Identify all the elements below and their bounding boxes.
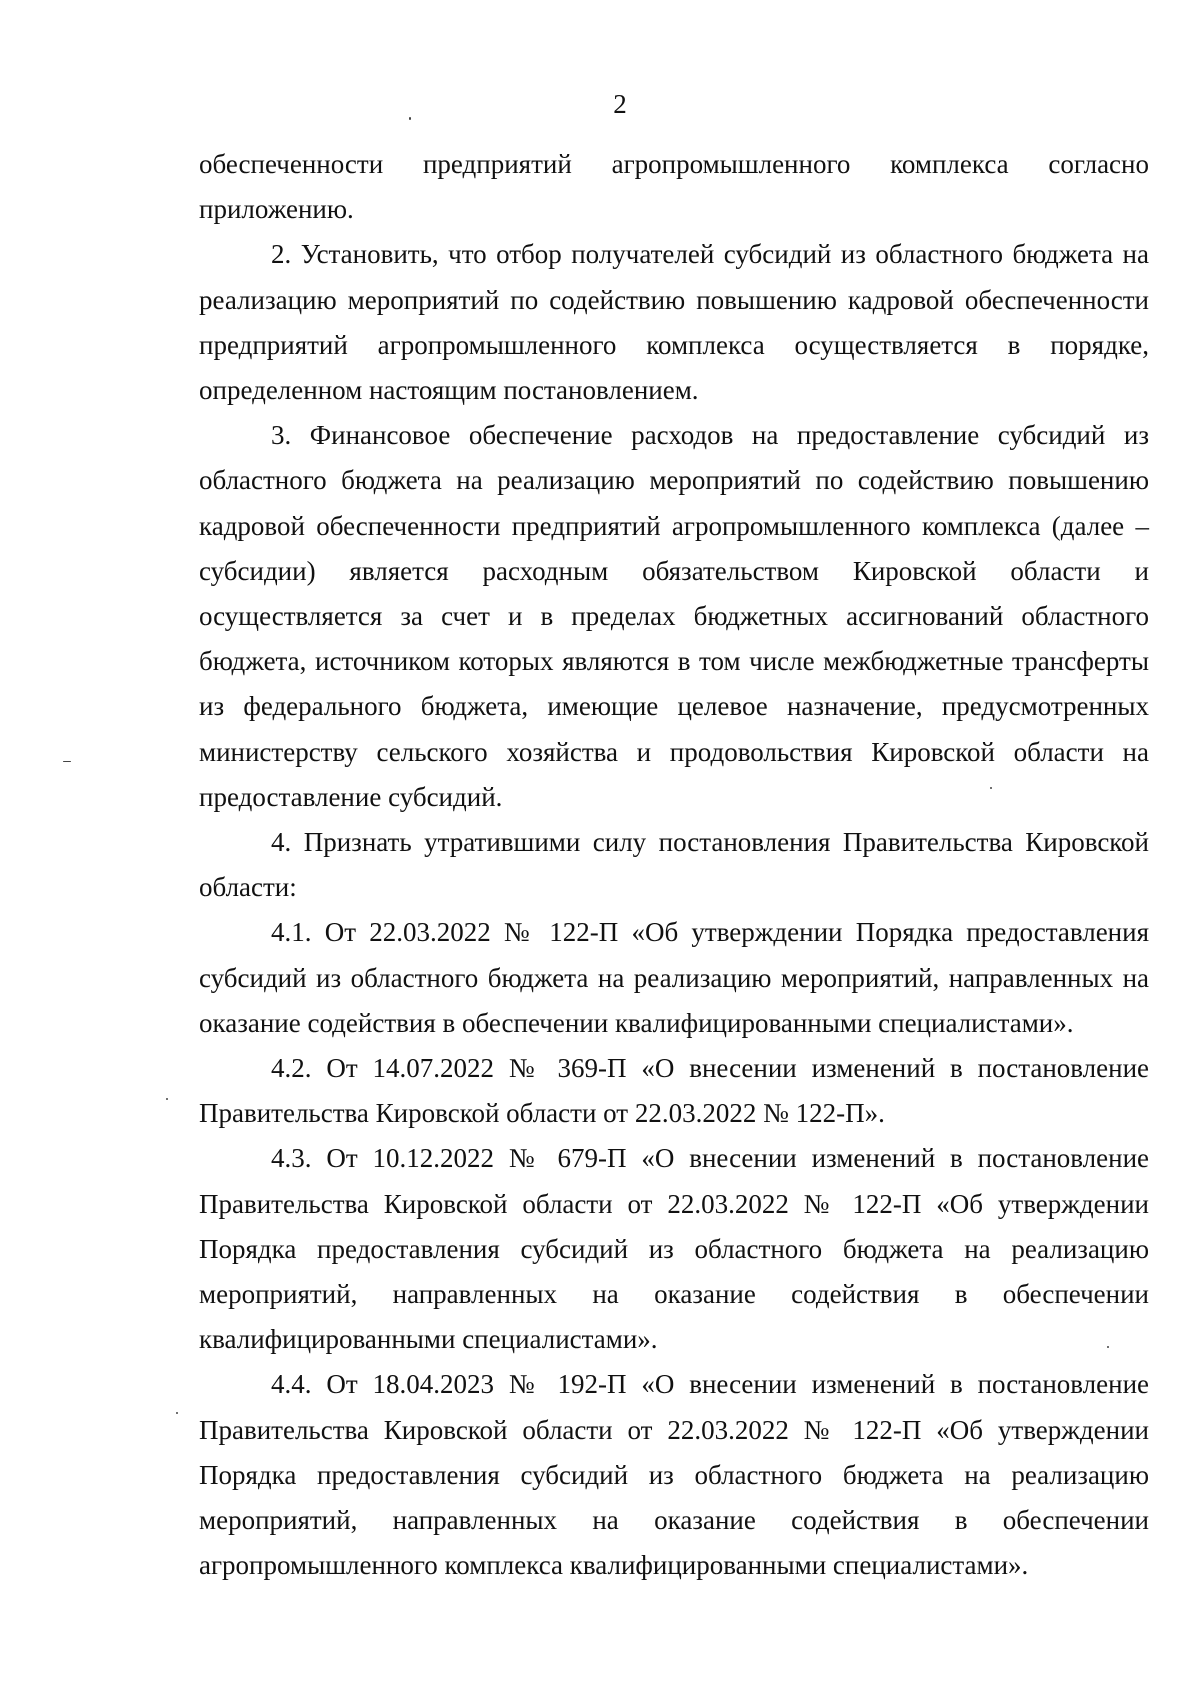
scan-speck bbox=[1107, 1346, 1109, 1348]
document-body bbox=[199, 142, 1149, 1589]
paragraph-item-4: 4. Признать утратившими силу постановления Правительства Кировской области: bbox=[199, 827, 1149, 903]
paragraph-item-4-2: 4.2. От 14.07.2022 № 369-П «О внесении изменений в постановление Правительства Кировской области от 22.03.2022 № 122-П». bbox=[199, 1053, 1149, 1129]
scan-speck bbox=[166, 1098, 168, 1100]
page-number: 2 bbox=[613, 89, 627, 119]
paragraph-item-4-1: 4.1. От 22.03.2022 № 122-П «Об утверждении Порядка предоставления субсидий из областного бюджета на реализацию мероприятий, направленных на оказание содействия в обеспечении квалифицированными специалистами». bbox=[199, 917, 1149, 1038]
scan-speck bbox=[176, 1412, 178, 1414]
paragraph-item-3: 3. Финансовое обеспечение расходов на предоставление субсидий из областного бюджета на реализацию мероприятий по содействию повышению кадровой обеспеченности предприятий агропромышленного комплекса (далее – субсидии) является расходным обязательством Кировской области и осуществляется за счет и в пределах бюджетных ассигнований областного бюджета, источником которых являются в том числе межбюджетные трансферты из федерального бюджета, имеющие целевое назначение, предусмотренных министерству сельского хозяйства и продовольствия Кировской области на предоставление субсидий. bbox=[199, 420, 1149, 812]
scan-speck bbox=[63, 761, 71, 762]
scan-speck bbox=[409, 117, 411, 120]
paragraph-item-4-4: 4.4. От 18.04.2023 № 192-П «О внесении изменений в постановление Правительства Кировской области от 22.03.2022 № 122-П «Об утверждении Порядка предоставления субсидий из областного бюджета на реализацию мероприятий, направленных на оказание содействия в обеспечении агропромышленного комплекса квалифицированными специалистами». bbox=[199, 1369, 1149, 1581]
paragraph-continuation: обеспеченности предприятий агропромышленного комплекса согласно приложению. bbox=[199, 149, 1149, 225]
scan-speck bbox=[990, 787, 992, 789]
paragraph-item-2: 2. Установить, что отбор получателей субсидий из областного бюджета на реализацию мероприятий по содействию повышению кадровой обеспеченности предприятий агропромышленного комплекса осуществляется в порядке, определенном настоящим постановлением. bbox=[199, 239, 1149, 406]
paragraph-item-4-3: 4.3. От 10.12.2022 № 679-П «О внесении изменений в постановление Правительства Кировской области от 22.03.2022 № 122-П «Об утверждении Порядка предоставления субсидий из областного бюджета на реализацию мероприятий, направленных на оказание содействия в обеспечении квалифицированными специалистами». bbox=[199, 1143, 1149, 1355]
